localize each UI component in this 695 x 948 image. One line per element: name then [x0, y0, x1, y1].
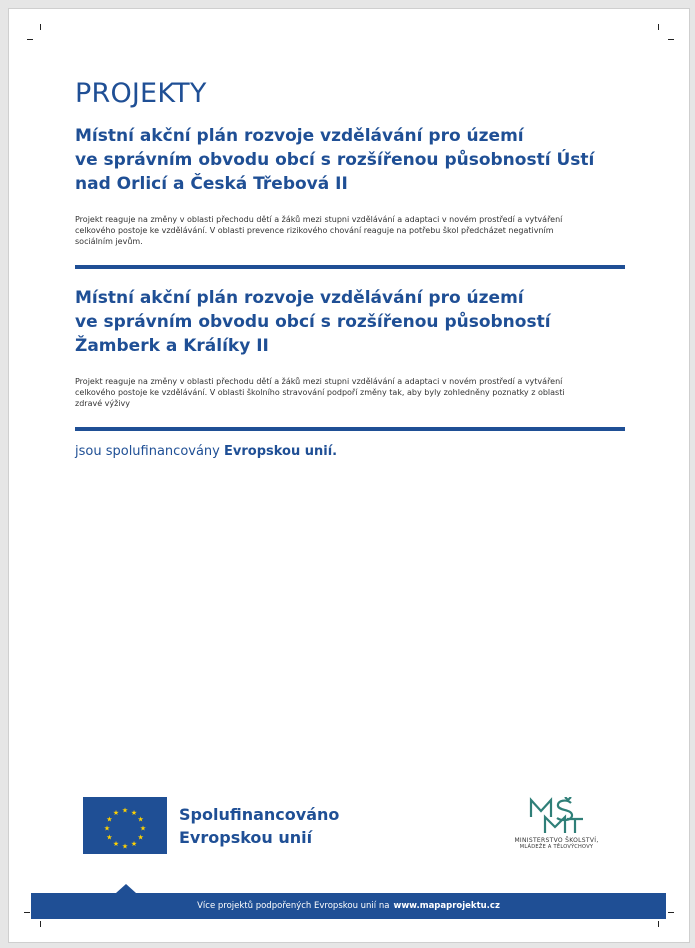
crop-mark: [40, 24, 41, 30]
title-line: ve správním obvodu obcí s rozšířenou působností: [75, 312, 551, 332]
footer-banner: [31, 893, 666, 919]
cofunding-statement: [75, 444, 625, 459]
svg-text:★: ★: [103, 824, 111, 833]
description-line: zdravé výživy: [75, 399, 131, 408]
footer-text: Více projektů podpořených Evropskou unií na: [197, 901, 390, 911]
description-line: sociálním jevům.: [75, 237, 143, 246]
title-line: Žamberk a Králíky II: [75, 336, 269, 356]
eu-logo-line2: Evropskou unií: [179, 827, 313, 847]
svg-text:★: ★: [106, 833, 113, 842]
svg-text:★: ★: [121, 806, 129, 815]
title-line: nad Orlicí a Česká Třebová II: [75, 174, 348, 194]
project-2-description: [75, 376, 610, 409]
svg-text:★: ★: [112, 808, 120, 817]
eu-cofunding-logo: [83, 797, 339, 854]
title-line: ve správním obvodu obcí s rozšířenou působností Ústí: [75, 150, 595, 170]
description-line: Projekt reaguje na změny v oblasti přechodu dětí a žáků mezi stupni vzdělávání a adaptaci v novém prostředí a vytváření: [75, 377, 563, 386]
msmt-logo-icon: [527, 797, 587, 835]
project-2: [75, 286, 625, 409]
svg-text:★: ★: [137, 833, 144, 842]
eu-logo-text: [179, 803, 339, 849]
divider: [75, 427, 625, 431]
crop-mark: [27, 39, 33, 40]
svg-text:★: ★: [130, 840, 138, 849]
project-1-description: [75, 214, 610, 247]
footer-link[interactable]: www.mapaprojektu.cz: [393, 901, 500, 911]
msmt-line1: MINISTERSTVO ŠKOLSTVÍ,: [514, 837, 599, 844]
crop-mark: [40, 921, 41, 927]
description-line: celkového postoje ke vzdělávání. V oblasti prevence rizikového chování reaguje na potřebu škol předcházet negativním: [75, 226, 554, 235]
eu-logo-line1: Spolufinancováno: [179, 804, 340, 824]
title-line: Místní akční plán rozvoje vzdělávání pro území: [75, 126, 524, 146]
footer-notch: [116, 884, 136, 893]
svg-text:★: ★: [112, 840, 120, 849]
project-1-title: [75, 124, 625, 196]
eu-flag-icon: [83, 797, 167, 854]
crop-mark: [658, 921, 659, 927]
svg-text:★: ★: [106, 815, 113, 824]
project-2-title: [75, 286, 625, 358]
svg-text:★: ★: [137, 815, 144, 824]
main-content: [75, 78, 625, 459]
project-1: [75, 124, 625, 247]
crop-mark: [668, 912, 674, 913]
description-line: celkového postoje ke vzdělávání. V oblasti školního stravování podpoří změny tak, aby byly zohledněny poznatky z oblasti: [75, 388, 565, 397]
crop-mark: [668, 39, 674, 40]
msmt-line2: MLÁDEŽE A TĚLOVÝCHOVY: [519, 844, 594, 850]
cofunding-emphasis: Evropskou unií.: [224, 444, 338, 459]
crop-mark: [24, 912, 30, 913]
page-title: PROJEKTY: [75, 78, 207, 109]
crop-mark: [658, 24, 659, 30]
svg-text:★: ★: [130, 808, 138, 817]
cofunding-prefix: jsou spolufinancovány: [75, 444, 220, 459]
divider: [75, 265, 625, 269]
title-line: Místní akční plán rozvoje vzdělávání pro území: [75, 288, 524, 308]
svg-text:★: ★: [139, 824, 147, 833]
svg-text:★: ★: [121, 842, 129, 851]
description-line: Projekt reaguje na změny v oblasti přechodu dětí a žáků mezi stupni vzdělávání a adaptaci v novém prostředí a vytváření: [75, 215, 563, 224]
msmt-logo: [494, 797, 619, 850]
